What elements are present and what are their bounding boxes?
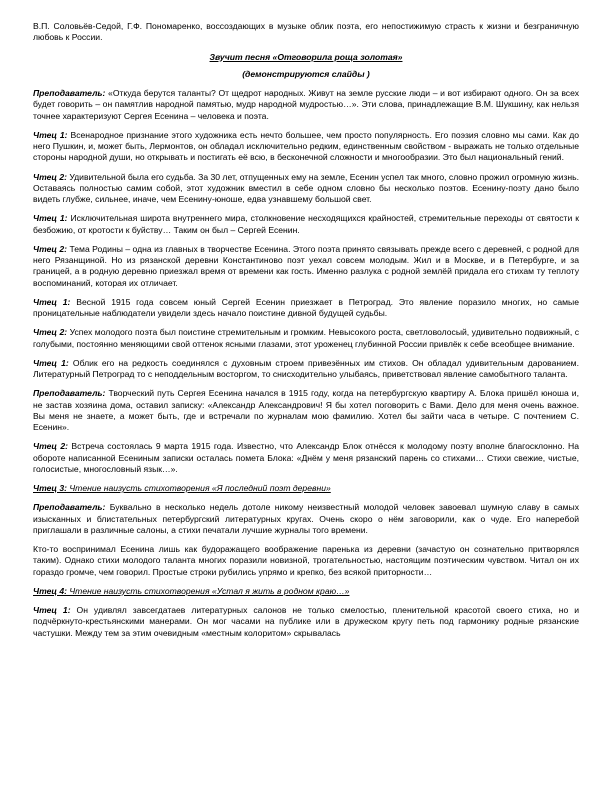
speech-text: Всенародное признание этого художника есть нечто большее, чем просто популярность. Его поэзия словно мы сами. Как до него Пушкин, и, может быть, Лермонтов, он обладал исключительно редким, единственным свойством - выражать не только отдельные стороны народной души, но открывать и постигать её всю, в бесконечной сложности и многообразии. Это был национальный гений. xyxy=(33,129,579,163)
dialogue-paragraph xyxy=(33,388,579,433)
speaker-label: Преподаватель: xyxy=(33,88,106,98)
intro-paragraph: В.П. Соловьёв-Седой, Г.Ф. Пономаренко, воссоздающих в музыке облик поэта, его непостижимую страсть к жизни и безграничную любовь к России. xyxy=(33,21,579,43)
speaker-label: Преподаватель: xyxy=(33,502,106,513)
dialogue-paragraph xyxy=(33,88,579,122)
speech-text: Весной 1915 года совсем юный Сергей Есенин приезжает в Петроград. Это явление поразило многих, но самые проницательные наблюдатели увидели здесь начало поистине дивной будущей судьбы. xyxy=(33,296,579,318)
speech-text: Творческий путь Сергея Есенина начался в 1915 году, когда на петербургскую квартиру А. Блока пришёл юноша и, не застав хозяина дома, оставил записку: «Александр Александрович! Я бы хотел поговорить с Вами. Дело для меня очень важное. Вы меня не знаете, а может быть, где и встречали по журналам мою фамилию. Хотел бы зайти часа в четыре. С почтением С. Есенин». xyxy=(33,388,579,432)
speech-text: Кто-то воспринимал Есенина лишь как будоражащего воображение паренька из деревни (зачастую он сознательно притворялся таким). Однако стихи молодого таланта многих поразили новизной, трогательностью, настоящим поэтическим чувством. Читал он их гораздо громче, чем говорил. Простые строки рубились упрямо и крепко, без всякой приторности… xyxy=(33,544,579,577)
dialogue-paragraph xyxy=(33,441,579,475)
speaker-label: Чтец 2: xyxy=(33,327,68,338)
reading-note-2 xyxy=(33,586,579,597)
speech-text: Встреча состоялась 9 марта 1915 года. Известно, что Александр Блок отнёсся к молодому поэту вполне благосклонно. На обороте написанной Есениным записки осталась помета Блока: «Днём у меня рязанский парень со стихами… Стихи свежие, чистые, голосистые, многословный язык…». xyxy=(33,441,579,474)
dialogue-paragraph-last xyxy=(33,605,579,639)
speaker-label: Чтец 2: xyxy=(33,171,67,182)
song-heading: Звучит песня «Отговорила роща золотая» xyxy=(209,51,403,62)
speech-text: Облик его на редкость соединялся с духовным строем привезённых им стихов. Он обладал удивительным дарованием. Литературный Петроград то с неподдельным восторгом, то снисходительно улыбаясь, приветствовал явление самобытного таланта. xyxy=(33,357,579,379)
dialogue-paragraph xyxy=(33,213,579,236)
dialogue-paragraph xyxy=(33,502,579,536)
reading-note-label: Чтец 3: xyxy=(33,483,67,493)
dialogue-paragraph xyxy=(33,544,579,578)
slides-note: (демонстрируются слайды ) xyxy=(242,68,370,79)
speech-text: Исключительная широта внутреннего мира, столкновение несходящихся крайностей, стремительные переходы от святости к безбожию, от кротости к буйству… Таким он был – Сергей Есенин. xyxy=(33,213,579,235)
speaker-label: Чтец 2: xyxy=(33,441,68,452)
speaker-label: Чтец 1: xyxy=(33,213,68,224)
dialogue-paragraph xyxy=(33,172,579,206)
speech-text: Успех молодого поэта был поистине стремительным и громким. Невысокого роста, светловолосый, удивительно подвижный, с голубыми, постоянно меняющими свой оттенок ясными глазами, этот уроженец глубинной России привлёк к себе всеобщее внимание. xyxy=(33,327,580,349)
speech-text: Тема Родины – одна из главных в творчестве Есенина. Этого поэта принято связывать прежде всего с деревней, с родной для него Рязанщиной. Но из рязанской деревни Константиново поэт уехал совсем молодым. Жил и в Москве, и в Петербурге, и за границей, а в родную деревню приезжал время от времени как гость. Именно разлука с родной землёй придала его стихам ту теплоту воспоминаний, которая их отличает. xyxy=(33,243,579,288)
dialogue-paragraph xyxy=(33,358,579,381)
speaker-label: Преподаватель: xyxy=(33,388,106,399)
dialogue-blocks xyxy=(33,88,579,475)
speech-text: Буквально в несколько недель дотоле никому неизвестный молодой человек завоевал шумную славу в самых изысканных и блистательных петербургский литературных кругах. Очень скоро о нём заговорили, как о чуде. Его наперебой приглашали в различные салоны, а стихи печатали лучшие журналы того времени. xyxy=(33,502,579,535)
reading-note-1 xyxy=(33,483,579,494)
dialogue-paragraph xyxy=(33,327,579,350)
dialogue-paragraph xyxy=(33,297,579,320)
dialogue-paragraph xyxy=(33,130,579,164)
speaker-label: Чтец 1: xyxy=(33,357,69,368)
speaker-label: Чтец 1: xyxy=(33,129,68,140)
dialogue-paragraph xyxy=(33,244,579,289)
speaker-label: Чтец 1: xyxy=(33,605,71,615)
reading-note-text: Чтение наизусть стихотворения «Устал я жить в родном краю…» xyxy=(66,585,350,596)
reading-note-label: Чтец 4: xyxy=(33,585,67,596)
speech-text: Удивительной была его судьба. За 30 лет, отпущенных ему на земле, Есенин успел так много, словно прожил огромную жизнь. Оставаясь полностью самим собой, этот художник вместил в себе одном словно бы несколько поэтов. Есенину-поэту дано было видеть глубже, сильнее, иначе, чем Есенину-юноше, едва узнавшему большой свет. xyxy=(33,171,579,204)
speech-text: Он удивлял завсегдатаев литературных салонов не только смелостью, пленительной красотой своего стиха, но и подчёркнуто-крестьянскими манерами. Он мог часами на публике или в дружеском кругу петь под гармонику родные рязанские частушки. Между тем за этим очевидным «местным колоритом» скрывалась xyxy=(33,605,579,638)
speech-text: «Откуда берутся таланты? От щедрот народных. Живут на земле русские люди – и вот избирают одного. Он за всех будет говорить – он памятлив народной памятью, мудр народной мудростью…». Эти слова, принадлежащие В.М. Шукшину, как нельзя точнее характеризуют Сергея Есенина – человека и поэта. xyxy=(33,88,579,121)
speaker-label: Чтец 2: xyxy=(33,243,68,254)
dialogue-blocks-2 xyxy=(33,502,579,578)
speaker-label: Чтец 1: xyxy=(33,296,71,307)
reading-note-text: Чтение наизусть стихотворения «Я последний поэт деревни» xyxy=(66,483,331,493)
